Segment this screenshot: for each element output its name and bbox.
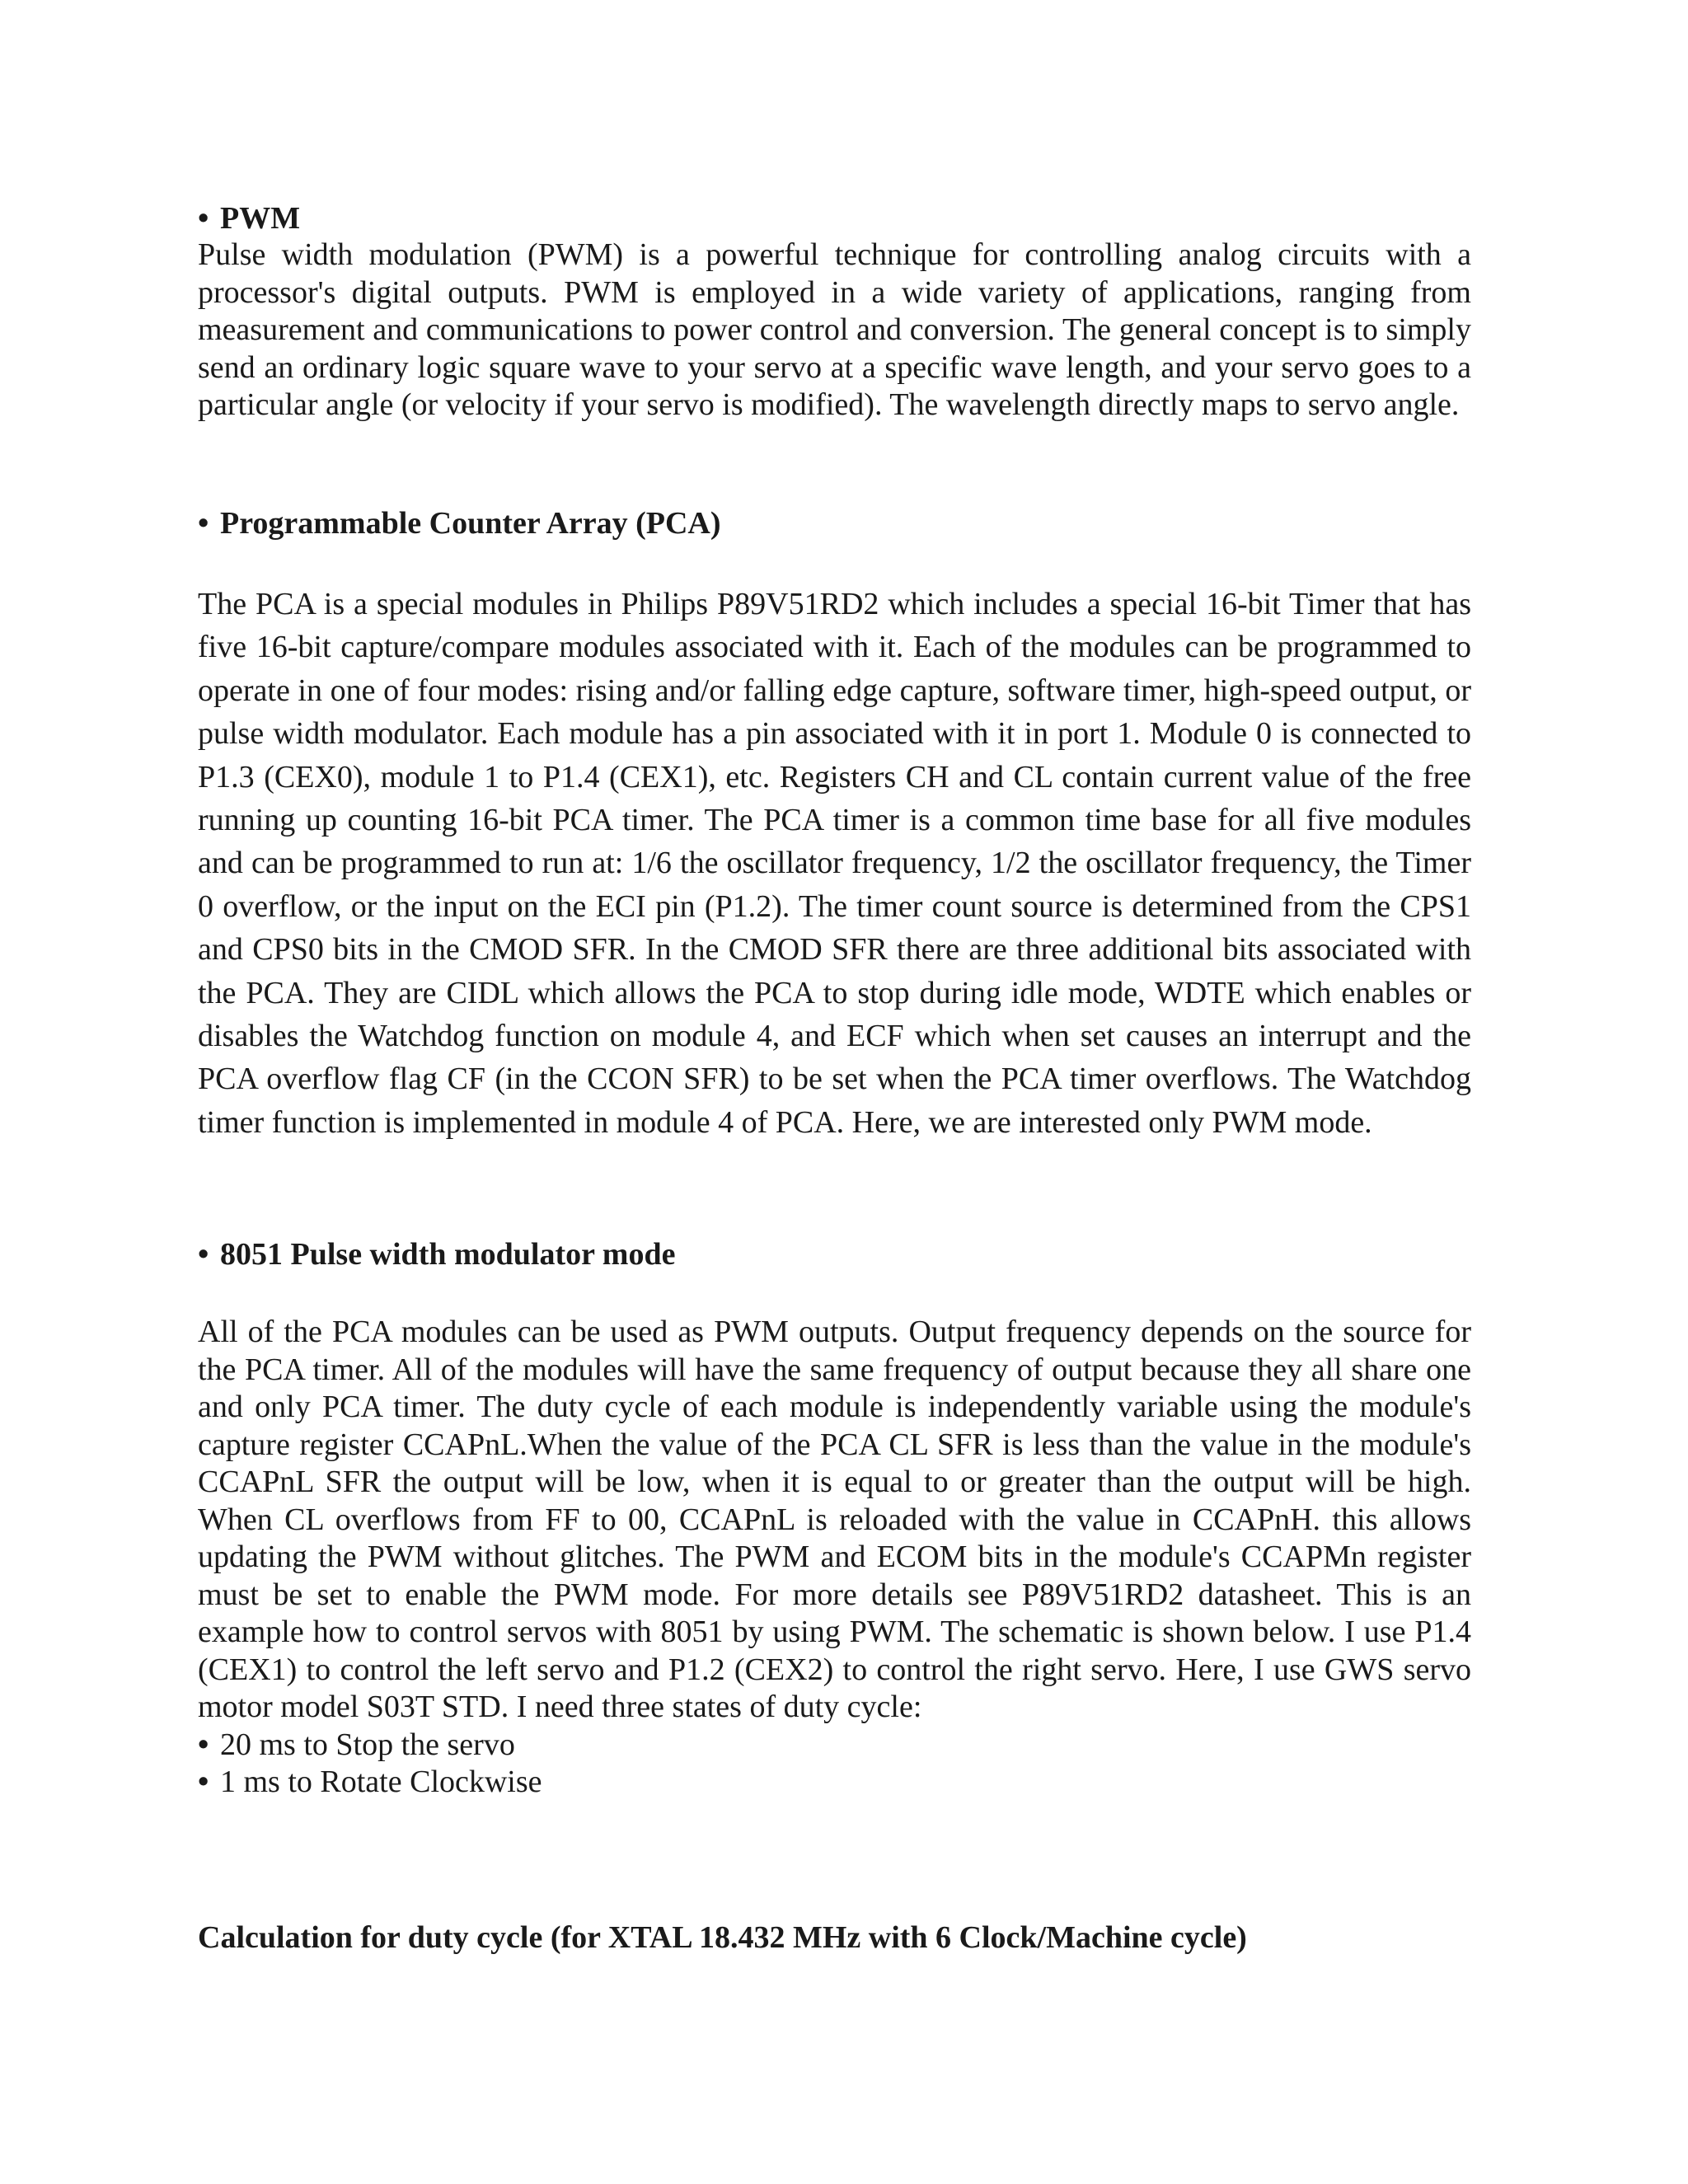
list-item-text: 1 ms to Rotate Clockwise (220, 1764, 542, 1799)
paragraph-pwm-mode: All of the PCA modules can be used as PWM outputs. Output frequency depends on the source for the PCA timer. All of the modules will have the same frequency of output because they all share one and only PCA timer. The duty cycle of each module is independently variable using the module's capture register CCAPnL.When the value of the PCA CL SFR is less than the value in the module's CCAPnL SFR the output will be low, when it is equal to or greater than the output will be high. When CL overflows from FF to 00, CCAPnL is reloaded with the value in CCAPnH. this allows updating the PWM without glitches. The PWM and ECOM bits in the module's CCAPMn register must be set to enable the PWM mode. For more details see P89V51RD2 datasheet. This is an example how to control servos with 8051 by using PWM. The schematic is shown below. I use P1.4 (CEX1) to control the left servo and P1.2 (CEX2) to control the right servo. Here, I use GWS servo motor model S03T STD. I need three states of duty cycle: (198, 1315, 1471, 1724)
bullet-icon: • (198, 506, 209, 541)
heading-text: PWM (220, 201, 301, 236)
section-pwm-mode (198, 1236, 1471, 1272)
heading-text: 8051 Pulse width modulator mode (220, 1237, 676, 1272)
section-pwm-mode-body (198, 1314, 1471, 1801)
section-heading (198, 1236, 1471, 1272)
section-heading (198, 200, 1471, 237)
bullet-icon: • (198, 1764, 209, 1799)
section-pca-body (198, 583, 1471, 1144)
section-heading (198, 505, 1471, 541)
bullet-icon: • (198, 1727, 209, 1762)
list-item (198, 1764, 1471, 1801)
list-item (198, 1727, 1471, 1764)
list-item-text: 20 ms to Stop the servo (220, 1727, 515, 1762)
paragraph-pwm: Pulse width modulation (PWM) is a powerful technique for controlling analog circuits with a processor's digital outputs. PWM is employed in a wide variety of applications, ranging from measurement and communications to power control and conversion. The general concept is to simply send an ordinary logic square wave to your servo at a specific wave length, and your servo goes to a particular angle (or velocity if your servo is modified). The wavelength directly maps to servo angle. (198, 237, 1471, 422)
section-pca (198, 505, 1471, 541)
bullet-icon: • (198, 201, 209, 236)
paragraph-pca: The PCA is a special modules in Philips P89V51RD2 which includes a special 16-bit Timer that has five 16-bit capture/compare modules associated with it. Each of the modules can be programmed to operate in one of four modes: rising and/or falling edge capture, software timer, high-speed output, or pulse width modulator. Each module has a pin associated with it in port 1. Module 0 is connected to P1.3 (CEX0), module 1 to P1.4 (CEX1), etc. Registers CH and CL contain current value of the free running up counting 16-bit PCA timer. The PCA timer is a common time base for all five modules and can be programmed to run at: 1/6 the oscillator frequency, 1/2 the oscillator frequency, the Timer 0 overflow, or the input on the ECI pin (P1.2). The timer count source is determined from the CPS1 and CPS0 bits in the CMOD SFR. In the CMOD SFR there are three additional bits associated with the PCA. They are CIDL which allows the PCA to stop during idle mode, WDTE which enables or disables the Watchdog function on module 4, and ECF which when set causes an interrupt and the PCA overflow flag CF (in the CCON SFR) to be set when the PCA timer overflows. The Watchdog timer function is implemented in module 4 of PCA. Here, we are interested only PWM mode. (198, 587, 1471, 1140)
calculation-heading: Calculation for duty cycle (for XTAL 18.432 MHz with 6 Clock/Machine cycle) (198, 1920, 1247, 1955)
bullet-icon: • (198, 1237, 209, 1272)
section-pwm (198, 200, 1471, 424)
section-calculation (198, 1919, 1471, 1956)
heading-text: Programmable Counter Array (PCA) (220, 506, 721, 541)
